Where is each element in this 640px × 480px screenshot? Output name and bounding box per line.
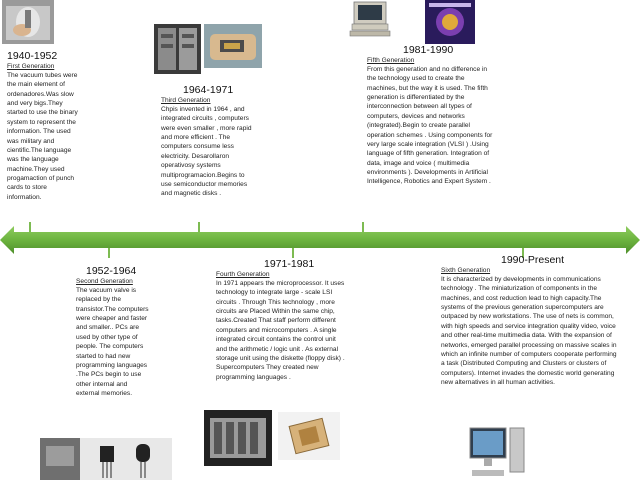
generation-description: Chpis invented in 1964 , and integrated circuits , computers were even smaller , more rapid and more efficient . The computers consume less electricity. Desarollaron operativosy systems multiprogramacion.Begins to use semiconductor memories and magnetic disks . <box>161 106 252 198</box>
generation-label: Fourth Generation <box>216 271 270 278</box>
microprocessor-photo <box>278 412 340 460</box>
generation-years: 1952-1964 <box>86 265 137 277</box>
generation-label: Third Generation <box>161 97 211 104</box>
generation-years: 1964-1971 <box>183 84 234 96</box>
generation-block-fifth <box>367 44 495 187</box>
generation-years: 1940-1952 <box>7 50 58 62</box>
generation-years: 1971-1981 <box>264 258 315 270</box>
personal-computer-photo <box>344 0 396 38</box>
generation-description: It is characterized by developments in communications technology . The miniaturization of components in the machines, and cost reduction lead to high capacity.The systems of the previous generation supercomputers are outpaced by new workstations. The use of nets is common, with high speeds and service integration quality video, voice and other real-time multimedia data. With the expansion of networks, emerged parallel processing on massive scales in which an infinite number of computers cooperate performing a task (Distributed Computing and Clusters or clusters of computers). Internet invades the domestic world generating new alternatives in all human activities. <box>441 276 617 386</box>
modern-computer-photo <box>466 424 526 480</box>
generation-description: The vacuum valve is replaced by the transistor.The computers were cheaper and faster and smaller.. PCs are used by other type of people. The computers started to had new programming languages .The PCs begin to use other internal and external memories. <box>76 287 149 397</box>
generation-block-third <box>161 84 257 199</box>
generation-block-sixth <box>441 254 619 387</box>
transistor-photo <box>40 438 172 480</box>
generation-description: From this generation and no difference in the technology used to create the machines, but the way it is used. The fifth generation is differentiated by the interconnection between all types of computers, devices and networks (integrated).Begin to create parallel operation schemes . Using components for very large scale integration (VLSI ) .Using language of fifth generation. Integration of data, image and voice ( multimedia environments ). Developments in Artificial Intelligence, Robotics and Expert System . <box>367 66 493 186</box>
generation-years: 1981-1990 <box>403 44 454 56</box>
mainframe-photo <box>154 24 201 74</box>
integrated-circuit-photo <box>204 24 262 68</box>
generation-label: Second Generation <box>76 278 133 285</box>
generation-description: The vacuum tubes were the main element of ordenadores.Was slow and very bigs.They started to use the binary system to represent the information. The used was military and cientific.The language was the language machine.They used progamaction of punch cards to store information. <box>7 72 78 201</box>
generation-label: First Generation <box>7 63 55 70</box>
generation-block-first <box>7 50 79 202</box>
fourth-gen-computer-photo <box>204 410 272 466</box>
vacuum-tube-photo <box>2 0 54 44</box>
generation-label: Fifth Generation <box>367 57 415 64</box>
generation-block-fourth <box>216 258 346 382</box>
generation-label: Sixth Generation <box>441 267 491 274</box>
generation-years: 1990-Present <box>501 254 565 266</box>
generation-block-second <box>76 265 150 398</box>
timeline-arrow <box>0 222 640 258</box>
generation-description: In 1971 appears the microprocessor. It uses technology to integrate large - scale LSI circuits . Through This technology , more circuits are Placed Within the same chip, tasks.Created That staff perform different computers and microcomputers . A single integrated circuit contains the control unit and the arithmetic / logic unit . As external storage unit using the diskette (floppy disk) . Supercomputers They created new programming languages . <box>216 280 345 381</box>
ai-book-cover-photo <box>425 0 475 44</box>
